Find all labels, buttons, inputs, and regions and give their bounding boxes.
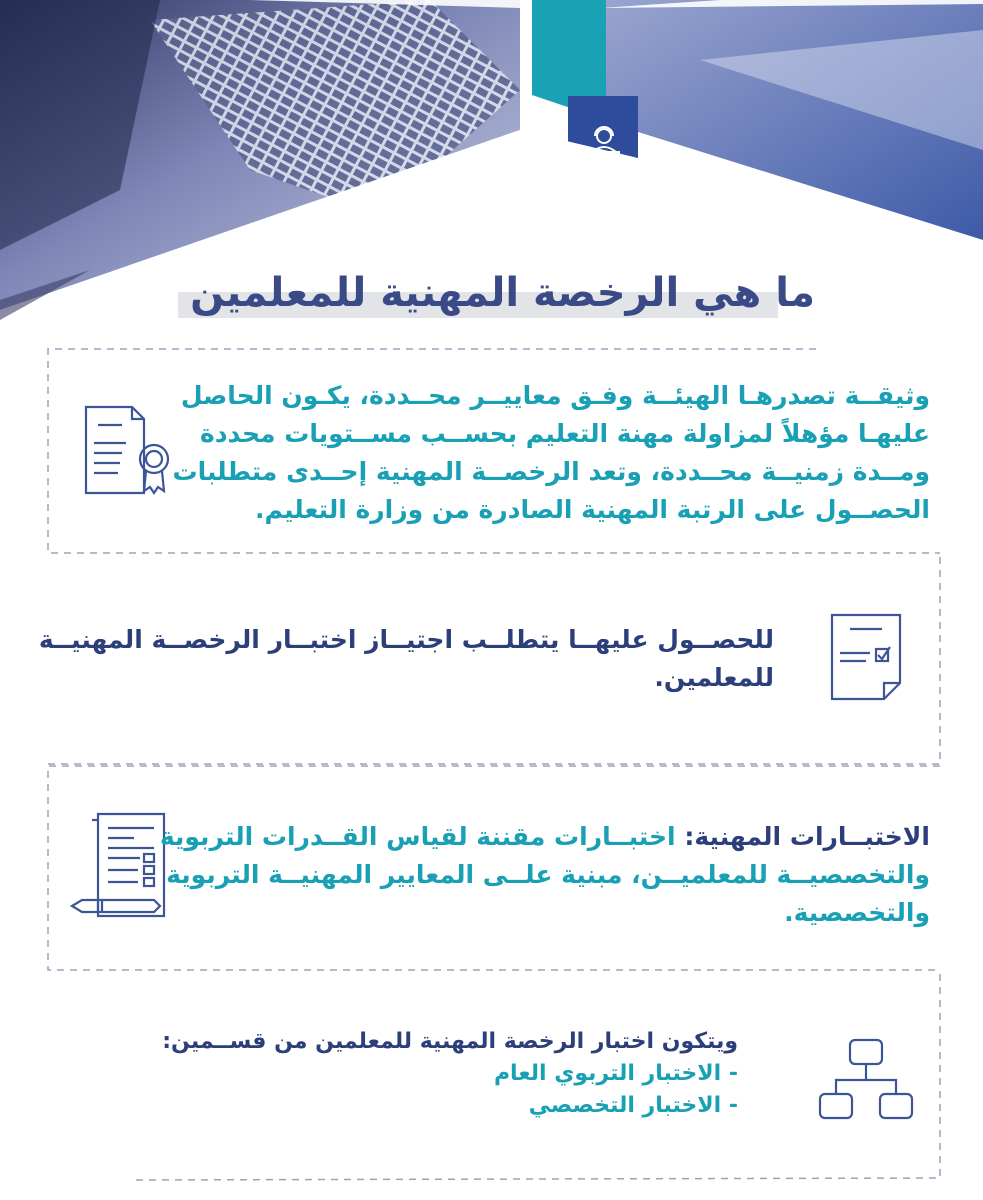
hierarchy-icon (814, 1036, 918, 1126)
professional-tests-text (159, 818, 930, 932)
page-title: ما هي الرخصة المهنية للمعلمين (190, 270, 815, 316)
test-section-item: - الاختبار التربوي العام (493, 1061, 738, 1086)
definition-line: عليهـا مؤهلاً لمزاولة مهنة التعليم بحســب مســتويات محددة (199, 419, 930, 448)
card-definition (44, 345, 944, 557)
card-professional-tests (44, 762, 944, 974)
card-test-sections (44, 970, 944, 1190)
card-requirement (38, 553, 944, 768)
requirement-text (38, 621, 774, 697)
certificate-icon (76, 403, 176, 503)
test-section-item: - الاختبار التخصصي (528, 1093, 738, 1118)
requirement-line: للحصــول عليهــا يتطلــب اجتيــاز اختبــار الرخصــة المهنيــة (38, 625, 774, 654)
test-sections-heading: ويتكون اختبار الرخصة المهنية للمعلمين من قســمين: (162, 1029, 738, 1054)
definition-text (172, 377, 930, 529)
test-sections-text (18, 1026, 738, 1122)
support-agent-icon (583, 118, 625, 178)
professional-tests-line: والتخصصية. (784, 898, 930, 927)
definition-line: الحصــول على الرتبة المهنية الصادرة من وزارة التعليم. (255, 495, 930, 524)
definition-line: ومــدة زمنيــة محــددة، وتعد الرخصــة المهنية إحــدى متطلبات (172, 457, 930, 486)
professional-tests-label: الاختبــارات المهنية: (684, 822, 930, 851)
requirement-line: للمعلمين. (654, 663, 774, 692)
test-document-icon (826, 611, 906, 707)
definition-line: وثيقــة تصدرهـا الهيئــة وفـق معاييــر محــددة، يكـون الحاصل (180, 381, 930, 410)
professional-tests-line-text: اختبــارات مقننة لقياس القــدرات التربوية (159, 822, 676, 851)
professional-tests-line: والتخصصيــة للمعلميــن، مبنية علــى المعايير المهنيــة التربوية (166, 860, 930, 889)
professional-tests-line (159, 818, 930, 856)
